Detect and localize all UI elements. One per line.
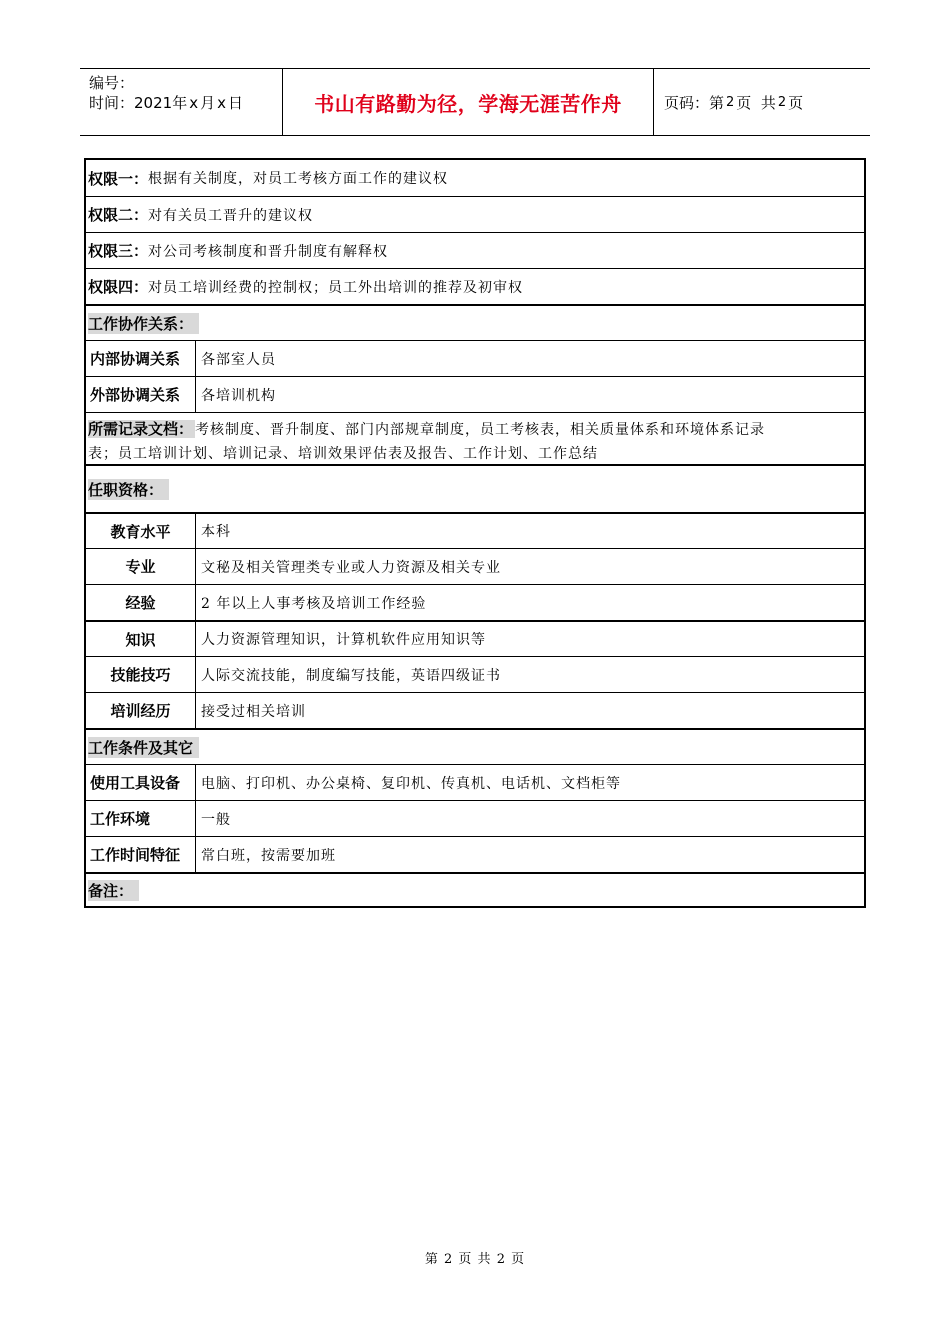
row-value: 人力资源管理知识，计算机软件应用知识等: [201, 632, 486, 648]
row-label: 知识: [86, 622, 196, 656]
page-number: 2: [726, 94, 735, 110]
page-prefix: 页码：第: [664, 93, 725, 112]
conditions-row: [86, 800, 864, 836]
row-label: 工作时间特征: [86, 837, 196, 872]
authority-label: 权限三：: [88, 242, 149, 260]
row-label: 使用工具设备: [86, 765, 196, 800]
row-value: 一般: [201, 811, 231, 828]
authority-row: [86, 196, 864, 232]
cooperation-row-internal: [86, 340, 864, 376]
authority-label: 权限四：: [88, 278, 149, 296]
qualification-row: [86, 512, 864, 548]
date-line: [89, 93, 243, 113]
conditions-row: [86, 764, 864, 800]
row-label: 教育水平: [86, 514, 196, 548]
code-label: 编号：: [89, 74, 135, 92]
section-header-cooperation: [86, 304, 864, 340]
records-row: [86, 412, 864, 464]
authority-text: 对公司考核制度和晋升制度有解释权: [148, 243, 389, 260]
records-text: 表；员工培训计划、培训记录、培训效果评估表及报告、工作计划、工作总结: [88, 446, 598, 462]
qualification-row: [86, 656, 864, 692]
qualification-row: [86, 620, 864, 656]
row-value: 文秘及相关管理类专业或人力资源及相关专业: [201, 559, 501, 576]
section-title: 工作条件及其它: [88, 737, 199, 758]
authority-text: 对有关员工晋升的建议权: [148, 207, 314, 224]
date-month: x: [189, 94, 199, 112]
authority-row: [86, 268, 864, 304]
authority-text: 对员工培训经费的控制权；员工外出培训的推荐及初审权: [148, 279, 524, 296]
date-label: 时间：: [89, 94, 135, 112]
page-suffix: 页: [788, 93, 804, 112]
authority-label: 权限一：: [88, 169, 149, 188]
section-header-conditions: [86, 728, 864, 764]
row-value: 本科: [201, 524, 231, 540]
document-header: [80, 68, 870, 136]
section-title: 工作协作关系：: [88, 313, 199, 334]
row-label: 经验: [86, 585, 196, 620]
row-label: 专业: [86, 549, 196, 584]
header-page-info: [654, 69, 870, 135]
row-value: 人际交流技能，制度编写技能，英语四级证书: [201, 667, 501, 684]
remarks-label: 备注：: [88, 880, 139, 901]
row-label: 外部协调关系: [86, 377, 196, 412]
remarks-row: [86, 872, 864, 906]
authority-text: 根据有关制度，对员工考核方面工作的建议权: [148, 171, 449, 187]
authority-label: 权限二：: [88, 206, 149, 224]
section-title: 任职资格：: [88, 479, 169, 500]
date-month-unit: 月: [200, 94, 216, 112]
header-motto: 书山有路勤为径，学海无涯苦作舟: [314, 91, 622, 116]
row-value: 2 年以上人事考核及培训工作经验: [201, 595, 427, 612]
records-label: 所需记录文档：: [88, 420, 194, 438]
row-value: 常白班，按需要加班: [201, 847, 336, 864]
page-total: 2: [777, 94, 787, 110]
qualification-row: [86, 584, 864, 620]
page-footer: 第 2 页 共 2 页: [424, 1252, 526, 1267]
row-value: 接受过相关培训: [201, 703, 306, 720]
conditions-row: [86, 836, 864, 872]
date-day-unit: 日: [228, 94, 244, 112]
row-value: 电脑、打印机、办公桌椅、复印机、传真机、电话机、文档柜等: [201, 775, 621, 792]
row-value: 各培训机构: [201, 387, 276, 404]
row-label: 工作环境: [86, 801, 196, 836]
date-year-unit: 年: [172, 94, 188, 112]
page-mid: 页 共: [736, 93, 776, 112]
qualification-row: [86, 692, 864, 728]
records-text: 考核制度、晋升制度、部门内部规章制度，员工考核表，相关质量体系和环境体系记录: [195, 422, 766, 438]
date-year: 2021: [134, 94, 173, 112]
job-description-table: [84, 158, 866, 908]
authority-row: [86, 232, 864, 268]
section-header-qualification: [86, 464, 864, 512]
row-label: 内部协调关系: [86, 341, 196, 376]
row-value: 各部室人员: [201, 351, 276, 368]
qualification-row: [86, 548, 864, 584]
cooperation-row-external: [86, 376, 864, 412]
row-label: 培训经历: [86, 693, 196, 728]
date-day: x: [217, 94, 227, 112]
row-label: 技能技巧: [86, 657, 196, 692]
header-meta: [89, 73, 243, 113]
authority-row: [86, 160, 864, 196]
